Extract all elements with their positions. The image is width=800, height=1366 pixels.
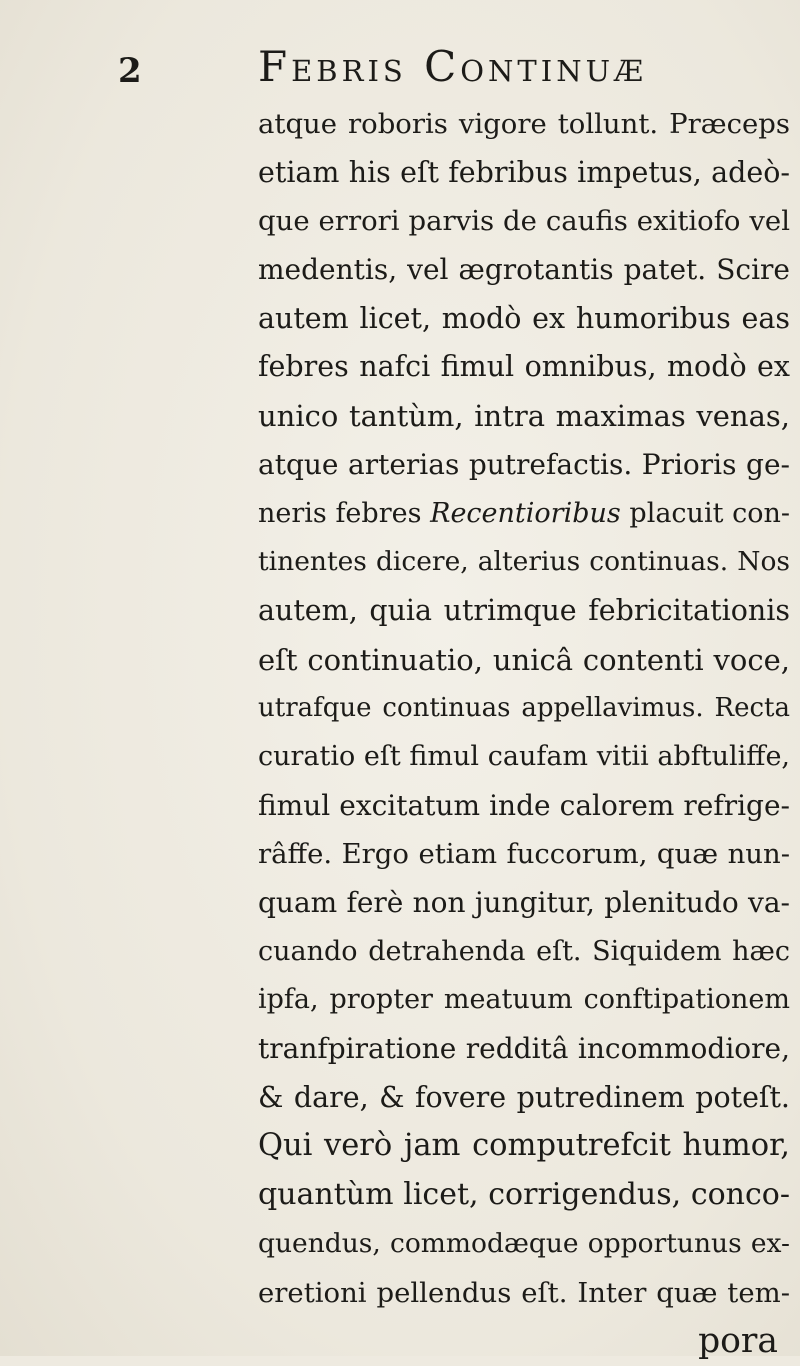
text-line: tinentes dicere, alterius continuas. Nos [258, 546, 790, 578]
text-line: cuando detrahenda eſt. Siquidem hæc [258, 935, 790, 967]
text-line: atque roboris vigore tollunt. Præceps [258, 108, 790, 140]
text-line: quam ferè non jungitur, plenitudo va- [258, 886, 790, 919]
text-line: Qui verò jam computrefcit humor, [258, 1128, 790, 1164]
text-line: quendus, commodæque opportunus ex- [258, 1227, 790, 1259]
text-line: râffe. Ergo etiam fuccorum, quæ nun- [258, 838, 790, 871]
text-segment: neris febres [258, 497, 431, 529]
text-line: curatio eſt fimul caufam vitii abftuliffe, [258, 740, 790, 772]
text-line: autem, quia utrimque febricitationis [258, 593, 790, 627]
text-line: tranfpiratione redditâ incommodiore, [258, 1032, 790, 1066]
text-line: fimul excitatum inde calorem refrige- [258, 788, 790, 822]
text-line: autem licet, modò ex humoribus eas [258, 301, 790, 335]
italic-term: Recentioribus [430, 497, 621, 529]
text-line: unico tantùm, intra maximas venas, [258, 399, 790, 434]
catchword: pora [698, 1321, 778, 1362]
text-segment: placuit con- [620, 497, 790, 529]
text-line: & dare, & fovere putredinem poteſt. [258, 1080, 790, 1114]
text-line: eretioni pellendus eſt. Inter quæ tem- [258, 1276, 790, 1309]
text-line: ipfa, propter meatuum conftipationem [258, 984, 790, 1016]
text-line: etiam his eſt febribus impetus, adeò- [258, 155, 790, 189]
body-text [258, 100, 790, 1366]
text-line: febres nafci fimul omnibus, modò ex [258, 350, 790, 384]
text-line: utrafque continuas appellavimus. Recta [258, 693, 790, 724]
text-line: medentis, vel ægrotantis patet. Scire [258, 253, 790, 287]
text-line: eſt continuatio, unicâ contenti voce, [258, 642, 790, 677]
text-line: quantùm licet, corrigendus, conco- [258, 1177, 790, 1213]
page-number: 2 [118, 51, 142, 91]
text-line: que errori parvis de caufis exitiofo vel [258, 205, 790, 238]
text-line-with-italic [258, 490, 790, 539]
running-head: Febris Continuæ [258, 42, 648, 91]
text-line: atque arterias putrefactis. Prioris ge- [258, 447, 790, 481]
